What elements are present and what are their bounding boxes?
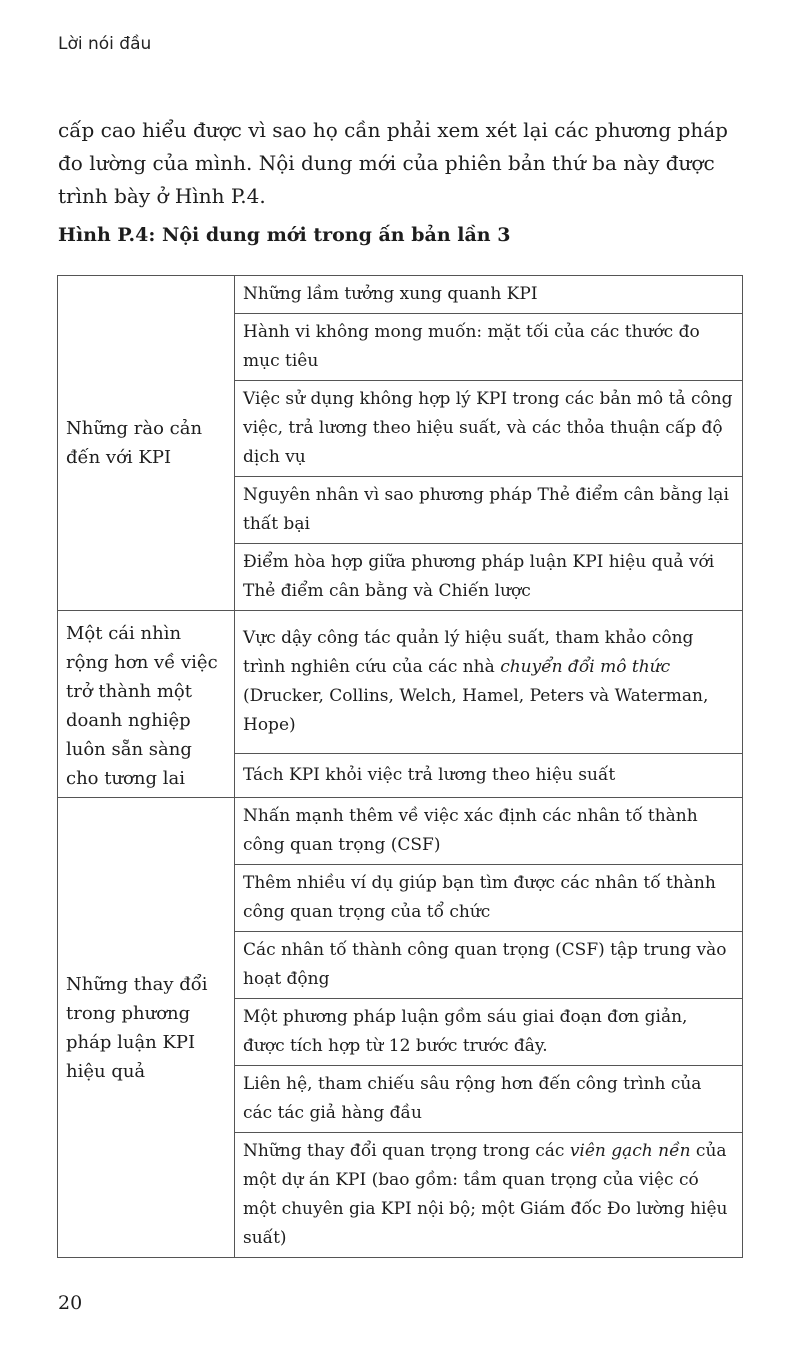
item-cell: Nguyên nhân vì sao phương pháp Thẻ điểm cân bằng lại thất bại [235, 477, 743, 544]
item-cell [235, 611, 743, 754]
intro-line: đo lường của mình. Nội dung mới của phiên bản thứ ba này được [58, 151, 715, 175]
category-cell: Những rào cản đến với KPI [58, 276, 235, 611]
item-text-italic: viên gạch nền [569, 1141, 691, 1161]
item-cell: Việc sử dụng không hợp lý KPI trong các bản mô tả công việc, trả lương theo hiệu suất, và các thỏa thuận cấp độ dịch vụ [235, 381, 743, 477]
table-row [58, 611, 743, 754]
intro-line: cấp cao hiểu được vì sao họ cần phải xem xét lại các phương pháp [58, 118, 728, 142]
item-cell: Thêm nhiều ví dụ giúp bạn tìm được các nhân tố thành công quan trọng của tổ chức [235, 865, 743, 932]
item-cell: Liên hệ, tham chiếu sâu rộng hơn đến công trình của các tác giả hàng đầu [235, 1066, 743, 1133]
item-cell: Nhấn mạnh thêm về việc xác định các nhân tố thành công quan trọng (CSF) [235, 798, 743, 865]
table-row [58, 276, 743, 314]
kpi-content-table [57, 275, 743, 1258]
category-cell: Một cái nhìn rộng hơn về việc trở thành một doanh nghiệp luôn sẵn sàng cho tương lai [58, 611, 235, 798]
intro-paragraph [58, 114, 758, 213]
item-text: của một dự án KPI (bao gồm: tầm quan trọng của việc có một chuyên gia KPI nội bộ; một Giám đốc Đo lường hiệu suất) [243, 1141, 728, 1248]
item-cell [235, 1133, 743, 1258]
page-number: 20 [58, 1292, 83, 1314]
item-text: (Drucker, Collins, Welch, Hamel, Peters và Waterman, Hope) [243, 686, 709, 736]
table-row [58, 798, 743, 865]
item-text: Những thay đổi quan trọng trong các [243, 1141, 570, 1161]
category-cell: Những thay đổi trong phương pháp luận KPI hiệu quả [58, 798, 235, 1258]
item-cell: Một phương pháp luận gồm sáu giai đoạn đơn giản, được tích hợp từ 12 bước trước đây. [235, 999, 743, 1066]
item-cell: Tách KPI khỏi việc trả lương theo hiệu suất [235, 754, 743, 798]
item-cell: Hành vi không mong muốn: mặt tối của các thước đo mục tiêu [235, 314, 743, 381]
item-text: Vực dậy công tác quản lý hiệu suất, tham khảo công trình nghiên cứu của các nhà [243, 628, 694, 678]
item-cell: Các nhân tố thành công quan trọng (CSF) tập trung vào hoạt động [235, 932, 743, 999]
running-header: Lời nói đầu [58, 34, 152, 54]
item-cell: Những lầm tưởng xung quanh KPI [235, 276, 743, 314]
item-text-italic: chuyển đổi mô thức [500, 657, 671, 678]
intro-line: trình bày ở Hình P.4. [58, 184, 266, 208]
figure-caption: Hình P.4: Nội dung mới trong ấn bản lần 3 [58, 224, 511, 246]
item-cell: Điểm hòa hợp giữa phương pháp luận KPI hiệu quả với Thẻ điểm cân bằng và Chiến lược [235, 544, 743, 611]
